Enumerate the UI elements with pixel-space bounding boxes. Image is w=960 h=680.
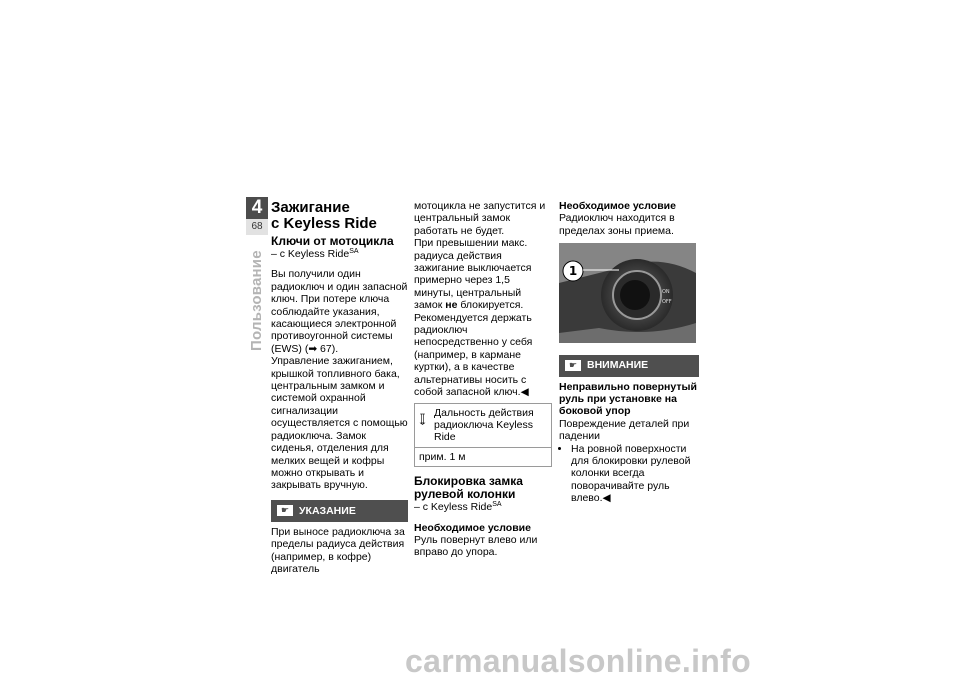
- page-title: Зажигание с Keyless Ride: [271, 199, 377, 232]
- paragraph: Управление зажиганием, крышкой топливного бака, центральным замком и системой охранной сигнализации осуществляется с помощью радиоключа. Замок сиденья, отделения для мелких вещей и кофры можно открывать и закрывать вручную.: [271, 355, 408, 492]
- section-heading: Блокировка замка рулевой колонки: [414, 474, 523, 502]
- tech-label: Дальность действия радиоключа Keyless Ride: [434, 406, 534, 444]
- tech-data-box: [414, 403, 552, 468]
- condition-heading: Необходимое условие: [414, 521, 531, 534]
- subheading-keys: Ключи от мотоцикла: [271, 234, 394, 248]
- list-item: • На ровной поверхности для блокировки рулевой колонки всегда поворачивайте руль влево.◀: [571, 443, 699, 505]
- condition-text: Радиоключ находится в пределах зоны приема.: [559, 212, 675, 237]
- column-1: [271, 200, 408, 575]
- paragraph: Вы получили один радиоключ и один запасной ключ. При потере ключа соблюдайте указания, касающиеся электронной противоугонной системы (EWS) (➡ 67).: [271, 268, 408, 355]
- notice-text: При выносе радиоключа за пределы радиуса действия (например, в кофре) двигатель: [271, 525, 405, 575]
- ignition-photo: [559, 243, 696, 343]
- tech-value: прим. 1 м: [419, 450, 466, 463]
- warning-heading: Неправильно повернутый руль при установке на боковой упор: [559, 380, 697, 418]
- bullet-list: [559, 443, 699, 505]
- condition-text: Руль повернут влево или вправо до упора.: [414, 533, 538, 559]
- hand-pointer-icon: ☛: [277, 505, 293, 516]
- warning-banner: ☛ ВНИМАНИЕ: [559, 355, 699, 377]
- option-line: – с Keyless Ride$^{SA}$: [271, 248, 359, 260]
- option-line: – с Keyless Ride$^{SA}$: [414, 501, 502, 514]
- svg-text:ON: ON: [662, 289, 670, 296]
- condition-heading: Необходимое условие: [559, 200, 676, 212]
- spanner-icon: [419, 407, 426, 431]
- warning-text: Повреждение деталей при падении: [559, 417, 690, 443]
- paragraph: Рекомендуется держать радиоключ непосредственно у себя (например, в кармане куртки), а в качестве альтернативы носить с собой запасной ключ.◀: [414, 311, 533, 399]
- notice-banner: ☛ УКАЗАНИЕ: [271, 500, 408, 522]
- section-label: Пользование: [248, 250, 265, 351]
- paragraph: При превышении макс. радиуса действия зажигание выключается примерно через 1,5 минуты, центральный замок не блокируется.: [414, 237, 532, 312]
- column-2: [414, 200, 552, 559]
- chapter-marker: [246, 197, 268, 235]
- page-number: 68: [246, 219, 268, 235]
- callout-number: 1: [568, 264, 578, 279]
- chapter-number: 4: [246, 197, 268, 219]
- column-3: [559, 200, 699, 505]
- watermark: carmanualsonline.info: [405, 643, 751, 679]
- paragraph: мотоцикла не запустится и центральный замок работать не будет.: [414, 200, 546, 237]
- hand-pointer-icon: ☛: [565, 360, 581, 371]
- svg-text:OFF: OFF: [662, 299, 672, 306]
